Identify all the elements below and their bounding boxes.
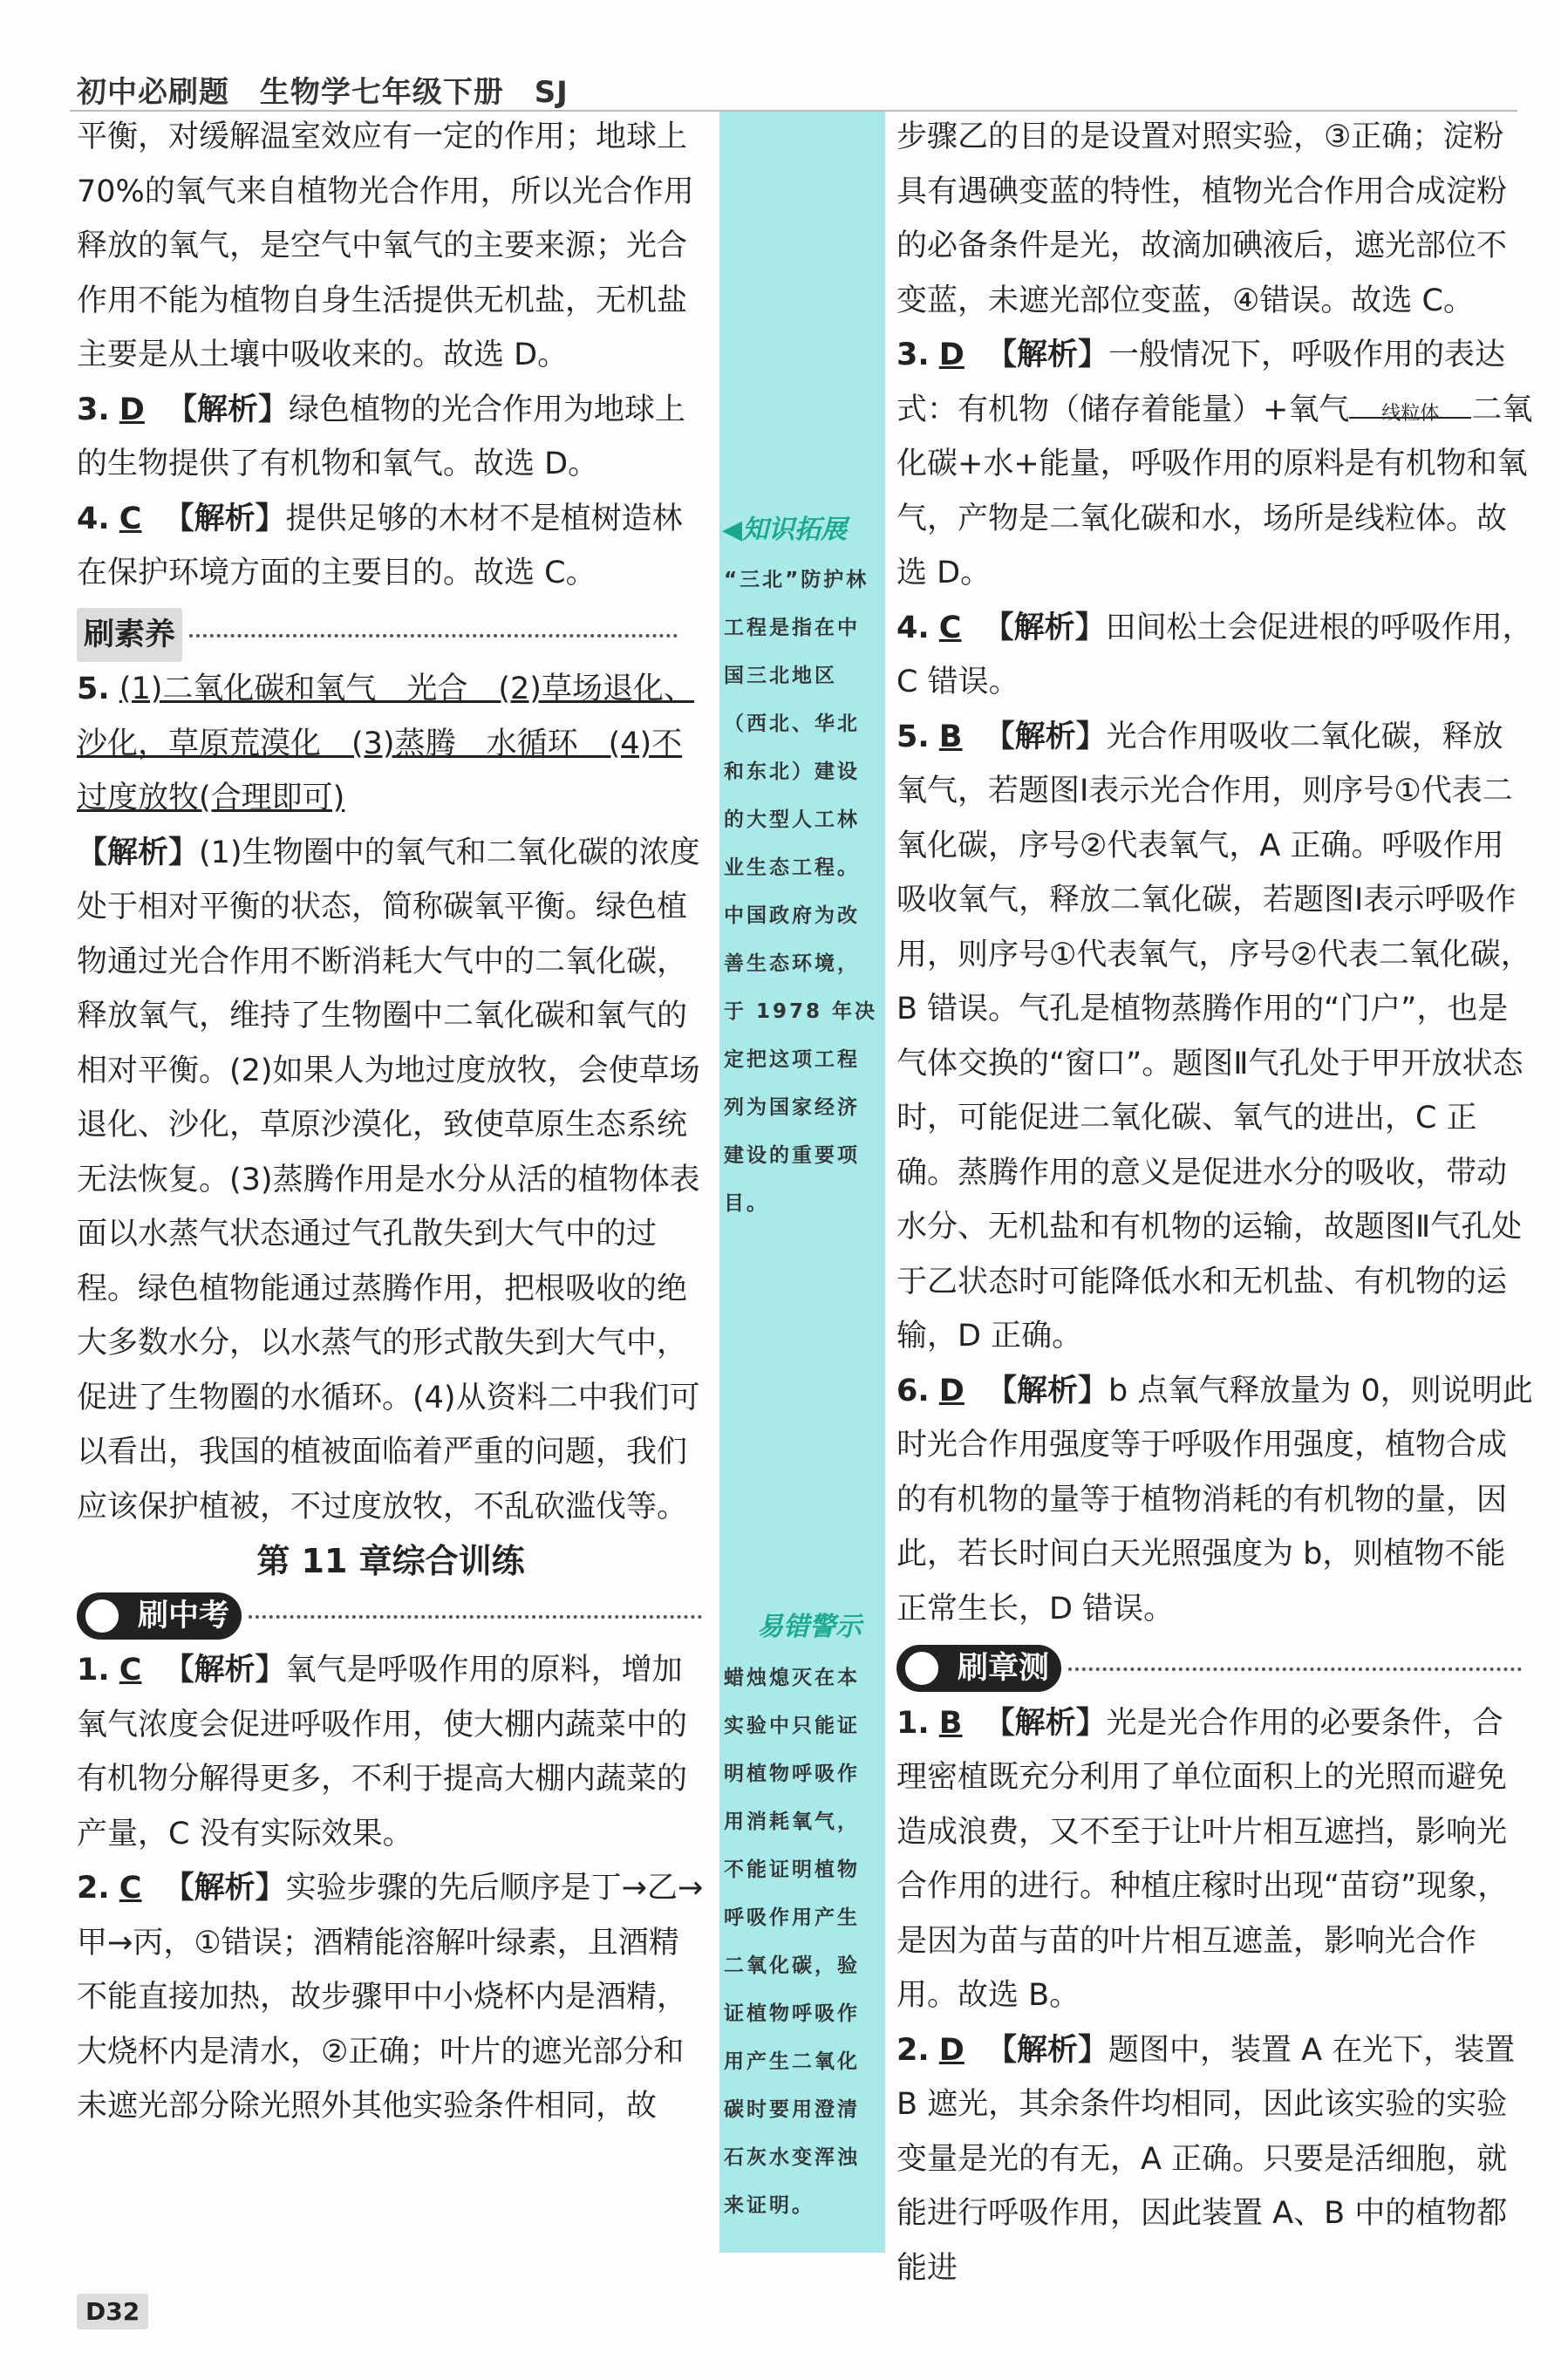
item-number: 1. — [77, 1653, 110, 1688]
answer-choice: D — [938, 338, 965, 372]
answer-choice: D — [938, 1373, 965, 1408]
answer-item — [77, 492, 705, 601]
answer-choice: D — [119, 392, 145, 427]
item-number: 3. — [896, 338, 930, 372]
analysis-text: 光是光合作用的必要条件，合理密植既充分利用了单位面积上的光照而避免造成浪费，又不至于让叶片相互遮挡，影响光合作用的进行。种植庄稼时出现“苗窃”现象，是因为苗与苗的叶片相互遮盖，影响光合作用。故选 B。 — [896, 1705, 1509, 2013]
answer-item — [896, 2023, 1533, 2296]
analysis-tag: 【解析】 — [983, 610, 1106, 645]
answer-choice: C — [119, 501, 142, 536]
answer-item — [77, 383, 705, 492]
item-number: 2. — [896, 2032, 930, 2068]
answer-item — [896, 328, 1533, 601]
answer-item — [77, 662, 705, 826]
section-heading-suyang — [77, 601, 705, 663]
section-label: 刷章测 — [958, 1651, 1050, 1686]
analysis-tag: 【解析】 — [986, 2032, 1109, 2068]
section-label: 刷中考 — [138, 1598, 230, 1633]
answer-item — [896, 1364, 1533, 1637]
sidebar-note-knowledge: “三北”防护林工程是指在中国三北地区（西北、华北和东北）建设的大型人工林业生态工程。中国政府为改善生态环境，于 1978 年决定把这项工程列为国家经济建设的重要项目。 — [724, 569, 878, 1215]
analysis-tag: 【解析】 — [986, 1373, 1109, 1408]
edition: SJ — [534, 75, 569, 110]
answer-choice: B — [938, 1705, 963, 1741]
answer-item — [896, 710, 1533, 1364]
dotted-rule — [1068, 1667, 1522, 1671]
sidebar-title-warning: 易错警示 — [757, 1612, 862, 1642]
page-number: D32 — [77, 2294, 148, 2329]
section-heading-zhongkao — [77, 1589, 705, 1644]
analysis-text: b 点氧气释放量为 0，则说明此时光合作用强度等于呼吸作用强度，植物合成的有机物的量等于植物消耗的有机物的量，因此，若长时间白天光照强度为 b，则植物不能正常生长，D 错误。 — [896, 1373, 1533, 1626]
item-number: 2. — [77, 1871, 110, 1906]
answer-choice: C — [938, 610, 962, 645]
analysis-text: 氧气是呼吸作用的原料，增加氧气浓度会促进呼吸作用，使大棚内蔬菜中的有机物分解得更多，不利于提高大棚内蔬菜的产量，C 没有实际效果。 — [77, 1653, 688, 1851]
arrow-label: 线粒体 — [1381, 402, 1440, 425]
answer-item — [896, 601, 1533, 710]
analysis-text: 题图中，装置 A 在光下，装置 B 遮光，其余条件均相同，因此该实验的实验变量是光的有无，A 正确。只要是活细胞，就能进行呼吸作用，因此装置 A、B 中的植物都能进 — [896, 2032, 1516, 2286]
reaction-arrow — [1349, 402, 1471, 425]
analysis-tag: 【解析】 — [167, 392, 290, 427]
answer-item — [896, 1696, 1533, 2023]
analysis-text: 田间松土会促进根的呼吸作用，C 错误。 — [896, 610, 1533, 699]
right-column — [896, 110, 1533, 2295]
sidebar-note-warning: 蜡烛熄灭在本实验中只能证明植物呼吸作用消耗氧气，不能证明植物呼吸作用产生二氧化碳，验证植物呼吸作用产生二氧化碳时要用澄清石灰水变浑浊来证明。 — [724, 1667, 860, 2217]
running-header — [77, 68, 588, 111]
section-tag: 刷素养 — [77, 608, 182, 663]
continued-answer: 平衡，对缓解温室效应有一定的作用；地球上70%的氧气来自植物光合作用，所以光合作用释放的氧气，是空气中氧气的主要来源；光合作用不能为植物自身生活提供无机盐，无机盐主要是从土壤中吸收来的。故选 D。 — [77, 119, 694, 372]
left-column — [77, 110, 705, 2134]
item-number: 3. — [77, 392, 110, 427]
section-badge — [896, 1645, 1061, 1692]
analysis-tag: 【解析】 — [984, 1705, 1107, 1741]
item-number: 4. — [896, 610, 930, 645]
analysis-text: 提供足够的木材不是植树造林在保护环境方面的主要目的。故选 C。 — [77, 501, 683, 590]
item-number: 5. — [77, 672, 110, 706]
analysis-tag: 【解析】 — [984, 719, 1107, 754]
pointer-icon: ◀ — [722, 515, 743, 545]
analysis-tag: 【解析】 — [163, 501, 286, 536]
answer-text: (1)二氧化碳和氧气 光合 (2)草场退化、沙化，草原荒漠化 (3)蒸腾 水循环 (4)不过度放牧(合理即可) — [77, 672, 694, 815]
analysis-text: 绿色植物的光合作用为地球上的生物提供了有机物和氧气。故选 D。 — [77, 392, 686, 481]
answer-choice: C — [119, 1653, 142, 1688]
answer-choice: C — [119, 1871, 142, 1906]
item-number: 4. — [77, 501, 110, 536]
analysis-text: 光合作用吸收二氧化碳，释放氧气，若题图Ⅰ表示光合作用，则序号①代表二氧化碳，序号②代表氧气，A 正确。呼吸作用吸收氧气，释放二氧化碳，若题图Ⅰ表示呼吸作用，则序号①代表氧气，序号②代表二氧化碳，B 错误。气孔是植物蒸腾作用的“门户”，也是气体交换的“窗口”。题图Ⅱ气孔处于甲开放状态时，可能促进二氧化碳、氧气的进出，C 正确。蒸腾作用的意义是促进水分的吸收，带动水分、无机盐和有机物的运输，故题图Ⅱ气孔处于乙状态时可能降低水和无机盐、有机物的运输，D 正确。 — [896, 719, 1531, 1354]
answer-item — [77, 1643, 705, 1861]
analysis-text: 实验步骤的先后顺序是丁→乙→甲→丙，①错误；酒精能溶解叶绿素，且酒精不能直接加热，故步骤甲中小烧杯内是酒精，大烧杯内是清水，②正确；叶片的遮光部分和未遮光部分除光照外其他实验条件相同，故 — [77, 1871, 704, 2124]
dotted-rule — [189, 634, 678, 638]
brush-icon — [902, 1648, 942, 1688]
analysis-tag: 【解析】 — [163, 1653, 286, 1688]
answer-item — [77, 1861, 705, 2134]
series-name: 初中必刷题 — [77, 75, 229, 110]
analysis-tag: 【解析】 — [77, 835, 200, 870]
section-badge — [77, 1592, 242, 1640]
answer-choice: D — [938, 2032, 965, 2068]
analysis-tag: 【解析】 — [163, 1871, 286, 1906]
sidebar-title-knowledge: ◀知识拓展 — [722, 515, 848, 545]
book-name: 生物学七年级下册 — [259, 75, 504, 110]
dotted-rule — [249, 1615, 702, 1619]
item-number: 5. — [896, 719, 930, 754]
analysis-block — [77, 826, 705, 1535]
analysis-text: 一般情况下，呼吸作用的表达式：有机物（储存着能量）+氧气 — [896, 338, 1506, 427]
item-number: 6. — [896, 1373, 930, 1408]
chapter-title: 第 11 章综合训练 — [256, 1542, 525, 1580]
item-number: 1. — [896, 1705, 930, 1741]
analysis-text: 二氧化碳+水+能量，呼吸作用的原料是有机物和氧气，产物是二氧化碳和水，场所是线粒体。故选 D。 — [896, 392, 1533, 590]
analysis-tag: 【解析】 — [986, 338, 1109, 372]
answer-choice: B — [938, 719, 963, 754]
continued-answer: 步骤乙的目的是设置对照实验，③正确；淀粉具有遇碘变蓝的特性，植物光合作用合成淀粉的必备条件是光，故滴加碘液后，遮光部位不变蓝，未遮光部位变蓝，④错误。故选 C。 — [896, 119, 1508, 318]
section-heading-zhangce — [896, 1641, 1533, 1696]
analysis-text: (1)生物圈中的氧气和二氧化碳的浓度处于相对平衡的状态，简称碳氧平衡。绿色植物通过光合作用不断消耗大气中的二氧化碳，释放氧气，维持了生物圈中二氧化碳和氧气的相对平衡。(2)如果人为地过度放牧，会使草场退化、沙化，草原沙漠化，致使草原生态系统无法恢复。(3)蒸腾作用是水分从活的植物体表面以水蒸气状态通过气孔散失到大气中的过程。绿色植物能通过蒸腾作用，把根吸收的绝大多数水分，以水蒸气的形式散失到大气中，促进了生物圈的水循环。(4)从资料二中我们可以看出，我国的植被面临着严重的问题，我们应该保护植被，不过度放牧，不乱砍滥伐等。 — [77, 835, 700, 1524]
brush-icon — [82, 1596, 122, 1636]
